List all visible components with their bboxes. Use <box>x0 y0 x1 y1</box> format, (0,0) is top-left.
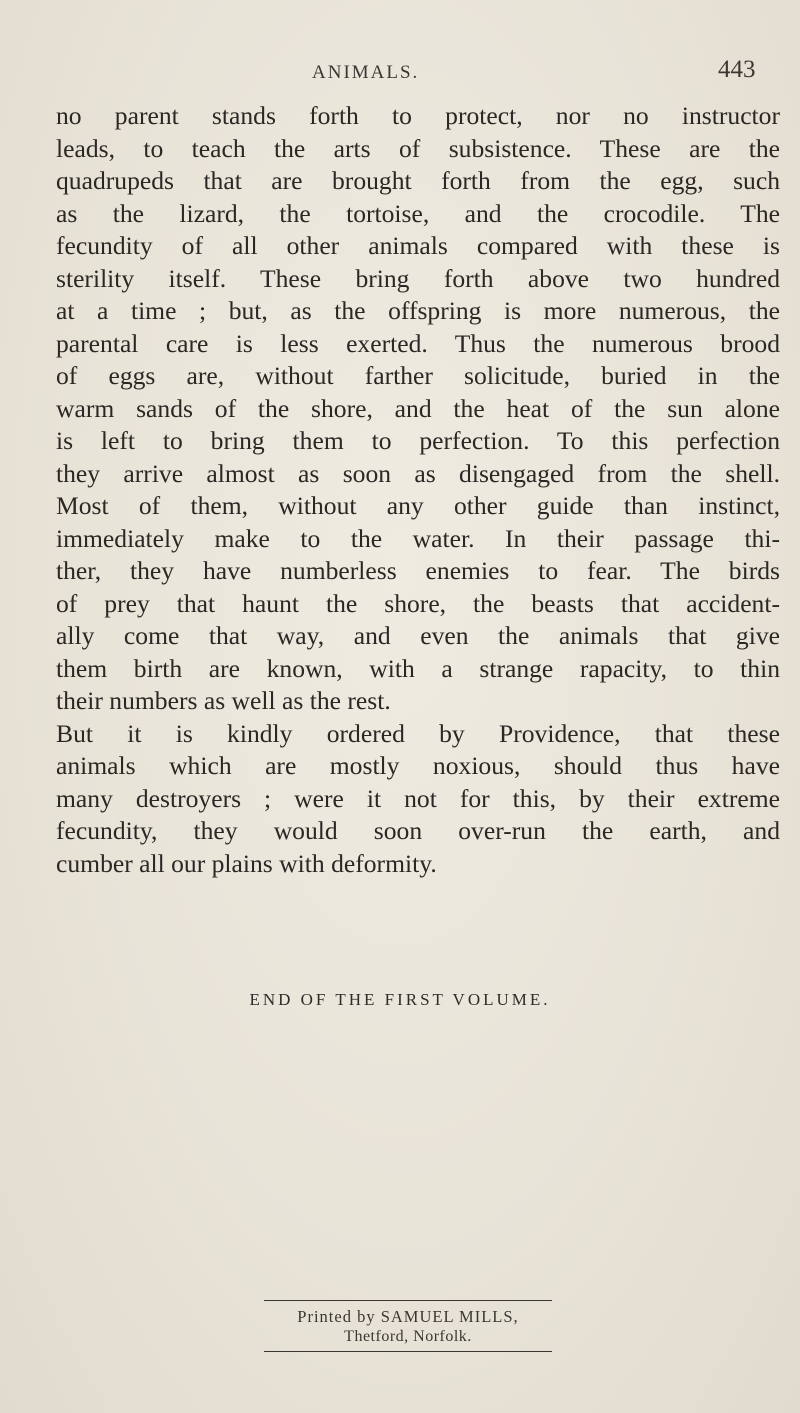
text-line: of eggs are, without farther solicitude, buried in the <box>56 361 780 390</box>
text-line: no parent stands forth to protect, nor no instructor <box>56 101 780 130</box>
text-line: is left to bring them to perfection. To this perfection <box>56 426 780 455</box>
page-number: 443 <box>718 56 756 83</box>
text-line: Most of them, without any other guide than instinct, <box>56 491 780 520</box>
text-line: many destroyers ; were it not for this, by their extreme <box>56 783 780 813</box>
text-line: leads, to teach the arts of subsistence. These are the <box>56 133 780 163</box>
text-line: immediately make to the water. In their passage thi- <box>56 523 780 553</box>
text-line: as the lizard, the tortoise, and the crocodile. The <box>56 198 780 228</box>
text-line: them birth are known, with a strange rapacity, to thin <box>56 653 780 683</box>
running-head: ANIMALS. <box>312 62 420 83</box>
text-line: their numbers as well as the rest. <box>56 686 391 715</box>
text-line: at a time ; but, as the offspring is more numerous, the <box>56 296 780 325</box>
text-line: they arrive almost as soon as disengaged from the shell. <box>56 458 780 488</box>
text-line: fecundity of all other animals compared with these is <box>56 231 780 260</box>
text-line: sterility itself. These bring forth above two hundred <box>56 263 780 293</box>
text-line: of prey that haunt the shore, the beasts that accident- <box>56 588 780 618</box>
printer-name: Printed by SAMUEL MILLS, <box>297 1307 519 1326</box>
text-line: But it is kindly ordered by Providence, that these <box>56 718 780 748</box>
colophon-rule-bottom <box>264 1351 552 1352</box>
text-line: parental care is less exerted. Thus the numerous brood <box>56 328 780 358</box>
text-line: quadrupeds that are brought forth from the egg, such <box>56 166 780 195</box>
printer-location: Thetford, Norfolk. <box>344 1328 472 1345</box>
end-of-volume-notice: END OF THE FIRST VOLUME. <box>249 990 551 1009</box>
colophon-rule-top <box>264 1300 552 1301</box>
text-line: animals which are mostly noxious, should thus have <box>56 751 780 780</box>
text-line: fecundity, they would soon over-run the earth, and <box>56 816 780 845</box>
printer-colophon <box>258 1300 558 1352</box>
text-line: ther, they have numberless enemies to fear. The birds <box>56 556 780 585</box>
text-line: ally come that way, and even the animals that give <box>56 621 780 650</box>
text-line: cumber all our plains with deformity. <box>56 848 437 878</box>
body-text <box>56 100 780 880</box>
text-line: warm sands of the shore, and the heat of the sun alone <box>56 393 780 423</box>
